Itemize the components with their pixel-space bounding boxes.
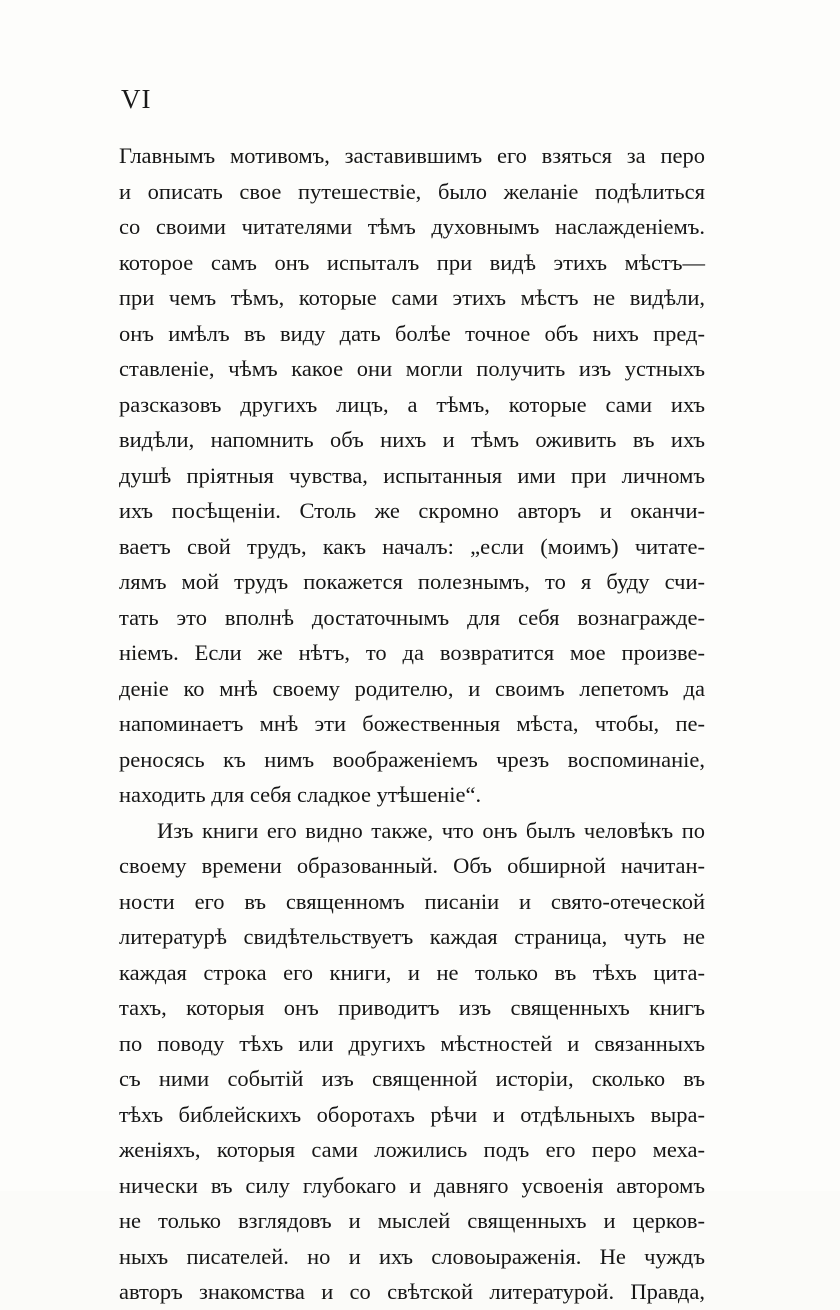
text-line: ваетъ свой трудъ, какъ началъ: „если (моимъ) читате- [119,533,705,559]
text-line: разсказовъ другихъ лицъ, а тѣмъ, которые сами ихъ [119,391,705,417]
text-line: своему времени образованный. Объ обширной начитан- [119,853,705,878]
text-line: тать это вполнѣ достаточнымъ для себя вознагражде- [119,604,705,630]
text-line: онъ имѣлъ въ виду дать болѣе точное объ нихъ пред- [119,320,705,346]
text-line: тѣхъ библейскихъ оборотахъ рѣчи и отдѣльныхъ выра- [119,1101,705,1127]
text-line: при чемъ тѣмъ, которые сами этихъ мѣстъ не видѣли, [119,285,705,310]
text-line: авторъ знакомства и со свѣтской литературой. Правда, [119,1279,705,1304]
text-line: со своими читателями тѣмъ духовнымъ наслажденіемъ. [119,214,705,239]
text-line: деніе ко мнѣ своему родителю, и своимъ лепетомъ да [119,675,705,701]
text-line: реносясь къ нимъ воображеніемъ чрезъ воспоминаніе, [119,746,705,772]
text-line: Изъ книги его видно также, что онъ былъ человѣкъ по [157,817,705,843]
text-line: ихъ посѣщеніи. Столь же скромно авторъ и оканчи- [119,498,705,523]
text-line: и описать свое путешествіе, было желаніе подѣлиться [119,178,705,204]
text-line: ставленіе, чѣмъ какое они могли получить изъ устныхъ [119,356,705,381]
text-line: нически въ силу глубокаго и давняго усвоенія авторомъ [119,1172,705,1198]
text-line: ніемъ. Если же нѣтъ, то да возвратится мое произве- [119,640,705,665]
paragraph-1 [119,138,705,813]
text-line: ныхъ писателей. но и ихъ словоыраженія. Не чуждъ [119,1243,705,1269]
text-line: душѣ пріятныя чувства, испытанныя ими при личномъ [119,462,705,488]
text-line: каждая строка его книги, и не только въ тѣхъ цита- [119,959,705,985]
text-line: напоминаетъ мнѣ эти божественныя мѣста, чтобы, пе- [119,711,705,736]
text-line: по поводу тѣхъ или другихъ мѣстностей и связанныхъ [119,1030,705,1056]
text-line: лямъ мой трудъ покажется полезнымъ, то я буду счи- [119,569,705,594]
text-line: видѣли, напомнить объ нихъ и тѣмъ оживить въ ихъ [119,427,705,452]
text-line: женіяхъ, которыя сами ложились подъ его перо меха- [119,1137,705,1162]
text-line: Главнымъ мотивомъ, заставившимъ его взяться за перо [119,143,705,168]
page-number: VI [121,84,152,114]
paragraph-2 [119,813,705,1310]
text-line: не только взглядовъ и мыслей священныхъ и церков- [119,1208,705,1233]
text-line: съ ними событій изъ священной исторіи, сколько въ [119,1066,705,1091]
body-text [119,138,705,1310]
text-line: ности его въ священномъ писаніи и свято-отеческой [119,888,705,914]
text-line: литературѣ свидѣтельствуетъ каждая страница, чуть не [119,924,705,949]
text-line: которое самъ онъ испыталъ при видѣ этихъ мѣстъ— [119,249,705,275]
text-line: тахъ, которыя онъ приводитъ изъ священныхъ книгъ [119,995,705,1020]
text-line: находить для себя сладкое утѣшеніе“. [119,782,482,807]
